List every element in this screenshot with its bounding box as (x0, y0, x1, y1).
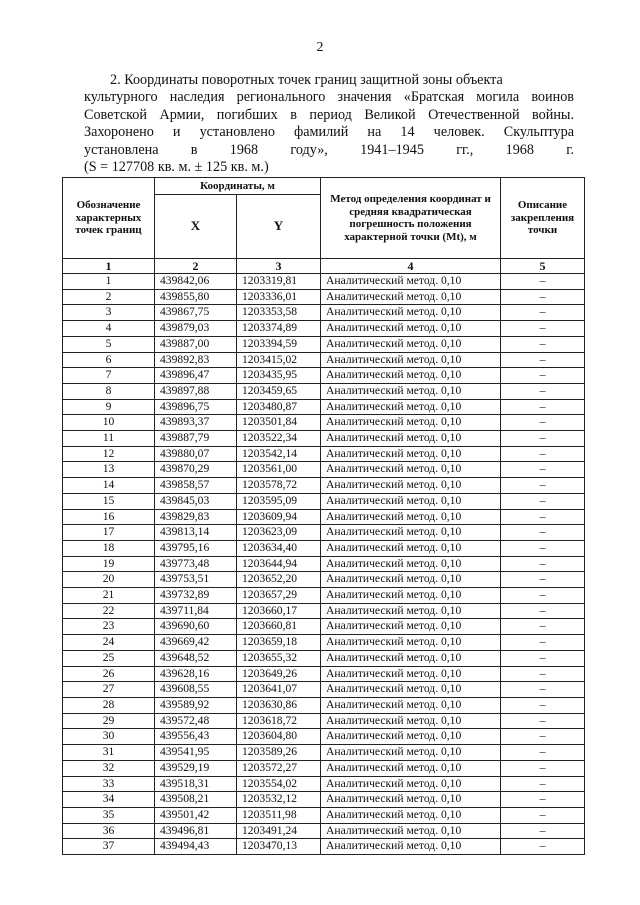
x-coordinate-cell: 439813,14 (155, 525, 237, 541)
point-number-cell: 10 (63, 415, 155, 431)
point-number-cell: 3 (63, 305, 155, 321)
x-coordinate-cell: 439829,83 (155, 509, 237, 525)
table-row (63, 446, 585, 462)
table-row (63, 760, 585, 776)
intro-paragraph (84, 72, 574, 176)
table-row (63, 509, 585, 525)
description-cell: – (501, 336, 585, 352)
method-cell: Аналитический метод. 0,10 (321, 635, 501, 651)
method-cell: Аналитический метод. 0,10 (321, 760, 501, 776)
method-cell: Аналитический метод. 0,10 (321, 588, 501, 604)
y-coordinate-cell: 1203655,32 (237, 650, 321, 666)
column-number: 1 (63, 259, 155, 274)
y-coordinate-cell: 1203630,86 (237, 697, 321, 713)
header-designation: Обозначение характерных точек границ (63, 178, 155, 259)
table-row (63, 493, 585, 509)
description-cell: – (501, 697, 585, 713)
table-row (63, 462, 585, 478)
x-coordinate-cell: 439887,00 (155, 336, 237, 352)
table-body (63, 274, 585, 855)
method-cell: Аналитический метод. 0,10 (321, 556, 501, 572)
y-coordinate-cell: 1203501,84 (237, 415, 321, 431)
point-number-cell: 18 (63, 540, 155, 556)
intro-line: (S = 127708 кв. м. ± 125 кв. м.) (84, 159, 269, 176)
x-coordinate-cell: 439887,79 (155, 431, 237, 447)
method-cell: Аналитический метод. 0,10 (321, 289, 501, 305)
y-coordinate-cell: 1203623,09 (237, 525, 321, 541)
table-row (63, 745, 585, 761)
x-coordinate-cell: 439896,47 (155, 368, 237, 384)
table-row (63, 399, 585, 415)
x-coordinate-cell: 439608,55 (155, 682, 237, 698)
column-number: 5 (501, 259, 585, 274)
y-coordinate-cell: 1203336,01 (237, 289, 321, 305)
table-row (63, 556, 585, 572)
method-cell: Аналитический метод. 0,10 (321, 305, 501, 321)
point-number-cell: 19 (63, 556, 155, 572)
x-coordinate-cell: 439753,51 (155, 572, 237, 588)
point-number-cell: 24 (63, 635, 155, 651)
y-coordinate-cell: 1203532,12 (237, 792, 321, 808)
table-row (63, 792, 585, 808)
table-row (63, 321, 585, 337)
description-cell: – (501, 666, 585, 682)
y-coordinate-cell: 1203660,17 (237, 603, 321, 619)
description-cell: – (501, 823, 585, 839)
table-row (63, 713, 585, 729)
method-cell: Аналитический метод. 0,10 (321, 462, 501, 478)
description-cell: – (501, 540, 585, 556)
table-row (63, 729, 585, 745)
description-cell: – (501, 588, 585, 604)
header-x: X (155, 194, 237, 258)
y-coordinate-cell: 1203394,59 (237, 336, 321, 352)
method-cell: Аналитический метод. 0,10 (321, 431, 501, 447)
coordinates-table (62, 177, 585, 855)
point-number-cell: 33 (63, 776, 155, 792)
x-coordinate-cell: 439529,19 (155, 760, 237, 776)
y-coordinate-cell: 1203578,72 (237, 478, 321, 494)
x-coordinate-cell: 439589,92 (155, 697, 237, 713)
point-number-cell: 6 (63, 352, 155, 368)
y-coordinate-cell: 1203319,81 (237, 274, 321, 290)
method-cell: Аналитический метод. 0,10 (321, 525, 501, 541)
y-coordinate-cell: 1203374,89 (237, 321, 321, 337)
y-coordinate-cell: 1203609,94 (237, 509, 321, 525)
point-number-cell: 17 (63, 525, 155, 541)
point-number-cell: 28 (63, 697, 155, 713)
point-number-cell: 29 (63, 713, 155, 729)
table-row (63, 431, 585, 447)
point-number-cell: 35 (63, 807, 155, 823)
point-number-cell: 31 (63, 745, 155, 761)
table-row (63, 305, 585, 321)
table-row (63, 336, 585, 352)
description-cell: – (501, 713, 585, 729)
header-coordinates: Координаты, м (155, 178, 321, 195)
method-cell: Аналитический метод. 0,10 (321, 682, 501, 698)
table-row (63, 572, 585, 588)
x-coordinate-cell: 439773,48 (155, 556, 237, 572)
description-cell: – (501, 839, 585, 855)
x-coordinate-cell: 439518,31 (155, 776, 237, 792)
method-cell: Аналитический метод. 0,10 (321, 619, 501, 635)
description-cell: – (501, 399, 585, 415)
point-number-cell: 26 (63, 666, 155, 682)
header-description: Описание закрепления точки (501, 178, 585, 259)
header-method: Метод определения координат и средняя квадратическая погрешность положения характерной точки (Mt), м (321, 178, 501, 259)
table-row (63, 368, 585, 384)
y-coordinate-cell: 1203353,58 (237, 305, 321, 321)
point-number-cell: 34 (63, 792, 155, 808)
description-cell: – (501, 478, 585, 494)
method-cell: Аналитический метод. 0,10 (321, 713, 501, 729)
y-coordinate-cell: 1203542,14 (237, 446, 321, 462)
x-coordinate-cell: 439556,43 (155, 729, 237, 745)
y-coordinate-cell: 1203634,40 (237, 540, 321, 556)
table-row (63, 839, 585, 855)
y-coordinate-cell: 1203511,98 (237, 807, 321, 823)
point-number-cell: 20 (63, 572, 155, 588)
description-cell: – (501, 729, 585, 745)
description-cell: – (501, 321, 585, 337)
table-row (63, 619, 585, 635)
x-coordinate-cell: 439732,89 (155, 588, 237, 604)
table-row (63, 682, 585, 698)
description-cell: – (501, 431, 585, 447)
point-number-cell: 32 (63, 760, 155, 776)
description-cell: – (501, 305, 585, 321)
intro-line: культурного наследия регионального значения «Братская могила воинов (84, 89, 574, 106)
table-row (63, 666, 585, 682)
point-number-cell: 30 (63, 729, 155, 745)
point-number-cell: 9 (63, 399, 155, 415)
y-coordinate-cell: 1203435,95 (237, 368, 321, 384)
table-row (63, 776, 585, 792)
table-row (63, 289, 585, 305)
x-coordinate-cell: 439572,48 (155, 713, 237, 729)
point-number-cell: 23 (63, 619, 155, 635)
x-coordinate-cell: 439628,16 (155, 666, 237, 682)
description-cell: – (501, 462, 585, 478)
table-row (63, 415, 585, 431)
table-row (63, 383, 585, 399)
intro-line: Советской Армии, погибших в период Великой Отечественной войны. (84, 106, 574, 123)
method-cell: Аналитический метод. 0,10 (321, 493, 501, 509)
method-cell: Аналитический метод. 0,10 (321, 446, 501, 462)
table-row (63, 823, 585, 839)
y-coordinate-cell: 1203554,02 (237, 776, 321, 792)
y-coordinate-cell: 1203618,72 (237, 713, 321, 729)
y-coordinate-cell: 1203522,34 (237, 431, 321, 447)
x-coordinate-cell: 439669,42 (155, 635, 237, 651)
x-coordinate-cell: 439494,43 (155, 839, 237, 855)
table-row (63, 525, 585, 541)
description-cell: – (501, 525, 585, 541)
description-cell: – (501, 635, 585, 651)
x-coordinate-cell: 439858,57 (155, 478, 237, 494)
table-row (63, 697, 585, 713)
description-cell: – (501, 760, 585, 776)
x-coordinate-cell: 439842,06 (155, 274, 237, 290)
method-cell: Аналитический метод. 0,10 (321, 415, 501, 431)
method-cell: Аналитический метод. 0,10 (321, 792, 501, 808)
method-cell: Аналитический метод. 0,10 (321, 572, 501, 588)
table-row (63, 603, 585, 619)
method-cell: Аналитический метод. 0,10 (321, 839, 501, 855)
y-coordinate-cell: 1203595,09 (237, 493, 321, 509)
table-row (63, 540, 585, 556)
x-coordinate-cell: 439867,75 (155, 305, 237, 321)
description-cell: – (501, 572, 585, 588)
page-number: 2 (316, 40, 324, 55)
x-coordinate-cell: 439845,03 (155, 493, 237, 509)
table-row (63, 352, 585, 368)
point-number-cell: 13 (63, 462, 155, 478)
description-cell: – (501, 650, 585, 666)
x-coordinate-cell: 439880,07 (155, 446, 237, 462)
x-coordinate-cell: 439896,75 (155, 399, 237, 415)
x-coordinate-cell: 439795,16 (155, 540, 237, 556)
x-coordinate-cell: 439711,84 (155, 603, 237, 619)
description-cell: – (501, 368, 585, 384)
method-cell: Аналитический метод. 0,10 (321, 509, 501, 525)
x-coordinate-cell: 439508,21 (155, 792, 237, 808)
y-coordinate-cell: 1203470,13 (237, 839, 321, 855)
y-coordinate-cell: 1203561,00 (237, 462, 321, 478)
y-coordinate-cell: 1203604,80 (237, 729, 321, 745)
x-coordinate-cell: 439879,03 (155, 321, 237, 337)
intro-line: установлена в 1968 году», 1941–1945 гг., 1968 г. (84, 141, 574, 158)
x-coordinate-cell: 439501,42 (155, 807, 237, 823)
point-number-cell: 1 (63, 274, 155, 290)
y-coordinate-cell: 1203572,27 (237, 760, 321, 776)
method-cell: Аналитический метод. 0,10 (321, 540, 501, 556)
x-coordinate-cell: 439892,83 (155, 352, 237, 368)
table-row (63, 478, 585, 494)
method-cell: Аналитический метод. 0,10 (321, 399, 501, 415)
point-number-cell: 12 (63, 446, 155, 462)
y-coordinate-cell: 1203491,24 (237, 823, 321, 839)
method-cell: Аналитический метод. 0,10 (321, 745, 501, 761)
description-cell: – (501, 383, 585, 399)
description-cell: – (501, 603, 585, 619)
point-number-cell: 4 (63, 321, 155, 337)
intro-line: Захоронено и установлено фамилий на 14 человек. Скульптура (84, 124, 574, 141)
x-coordinate-cell: 439496,81 (155, 823, 237, 839)
y-coordinate-cell: 1203641,07 (237, 682, 321, 698)
column-number: 4 (321, 259, 501, 274)
point-number-cell: 11 (63, 431, 155, 447)
method-cell: Аналитический метод. 0,10 (321, 697, 501, 713)
point-number-cell: 16 (63, 509, 155, 525)
y-coordinate-cell: 1203589,26 (237, 745, 321, 761)
point-number-cell: 8 (63, 383, 155, 399)
x-coordinate-cell: 439893,37 (155, 415, 237, 431)
description-cell: – (501, 807, 585, 823)
point-number-cell: 7 (63, 368, 155, 384)
table-row (63, 635, 585, 651)
description-cell: – (501, 446, 585, 462)
method-cell: Аналитический метод. 0,10 (321, 352, 501, 368)
method-cell: Аналитический метод. 0,10 (321, 776, 501, 792)
y-coordinate-cell: 1203480,87 (237, 399, 321, 415)
method-cell: Аналитический метод. 0,10 (321, 321, 501, 337)
point-number-cell: 2 (63, 289, 155, 305)
x-coordinate-cell: 439855,80 (155, 289, 237, 305)
y-coordinate-cell: 1203660,81 (237, 619, 321, 635)
point-number-cell: 37 (63, 839, 155, 855)
method-cell: Аналитический метод. 0,10 (321, 383, 501, 399)
point-number-cell: 22 (63, 603, 155, 619)
point-number-cell: 27 (63, 682, 155, 698)
method-cell: Аналитический метод. 0,10 (321, 666, 501, 682)
method-cell: Аналитический метод. 0,10 (321, 368, 501, 384)
x-coordinate-cell: 439541,95 (155, 745, 237, 761)
description-cell: – (501, 493, 585, 509)
method-cell: Аналитический метод. 0,10 (321, 603, 501, 619)
description-cell: – (501, 776, 585, 792)
description-cell: – (501, 352, 585, 368)
point-number-cell: 15 (63, 493, 155, 509)
point-number-cell: 5 (63, 336, 155, 352)
x-coordinate-cell: 439870,29 (155, 462, 237, 478)
y-coordinate-cell: 1203657,29 (237, 588, 321, 604)
point-number-cell: 14 (63, 478, 155, 494)
point-number-cell: 21 (63, 588, 155, 604)
table-row (63, 274, 585, 290)
y-coordinate-cell: 1203415,02 (237, 352, 321, 368)
description-cell: – (501, 509, 585, 525)
x-coordinate-cell: 439690,60 (155, 619, 237, 635)
description-cell: – (501, 289, 585, 305)
column-number: 2 (155, 259, 237, 274)
description-cell: – (501, 274, 585, 290)
description-cell: – (501, 682, 585, 698)
y-coordinate-cell: 1203459,65 (237, 383, 321, 399)
column-number: 3 (237, 259, 321, 274)
y-coordinate-cell: 1203652,20 (237, 572, 321, 588)
description-cell: – (501, 415, 585, 431)
intro-line: 2. Координаты поворотных точек границ защитной зоны объекта (110, 72, 503, 88)
y-coordinate-cell: 1203649,26 (237, 666, 321, 682)
method-cell: Аналитический метод. 0,10 (321, 478, 501, 494)
x-coordinate-cell: 439897,88 (155, 383, 237, 399)
table-row (63, 650, 585, 666)
description-cell: – (501, 619, 585, 635)
point-number-cell: 36 (63, 823, 155, 839)
x-coordinate-cell: 439648,52 (155, 650, 237, 666)
y-coordinate-cell: 1203659,18 (237, 635, 321, 651)
table-row (63, 588, 585, 604)
method-cell: Аналитический метод. 0,10 (321, 729, 501, 745)
description-cell: – (501, 556, 585, 572)
description-cell: – (501, 792, 585, 808)
method-cell: Аналитический метод. 0,10 (321, 274, 501, 290)
description-cell: – (501, 745, 585, 761)
point-number-cell: 25 (63, 650, 155, 666)
y-coordinate-cell: 1203644,94 (237, 556, 321, 572)
header-y: Y (237, 194, 321, 258)
method-cell: Аналитический метод. 0,10 (321, 650, 501, 666)
table-row (63, 807, 585, 823)
method-cell: Аналитический метод. 0,10 (321, 823, 501, 839)
method-cell: Аналитический метод. 0,10 (321, 807, 501, 823)
method-cell: Аналитический метод. 0,10 (321, 336, 501, 352)
